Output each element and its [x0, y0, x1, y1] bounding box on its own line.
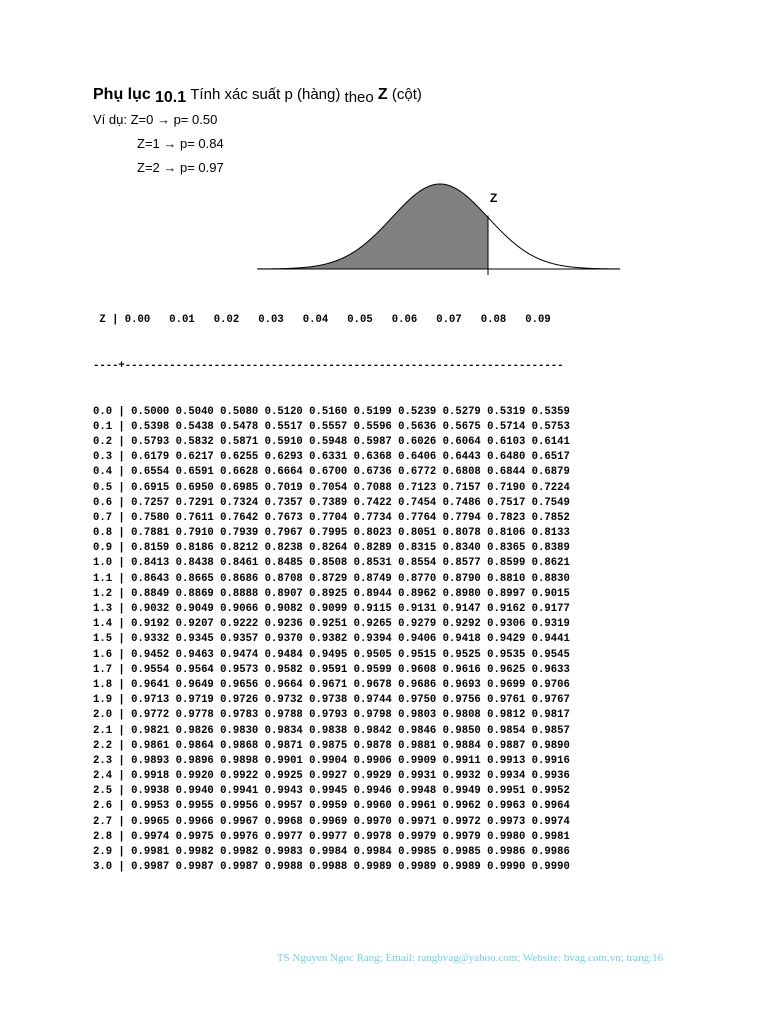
- table-row: 0.6 | 0.7257 0.7291 0.7324 0.7357 0.7389 0.7422 0.7454 0.7486 0.7517 0.7549: [93, 496, 570, 509]
- table-row: 1.2 | 0.8849 0.8869 0.8888 0.8907 0.8925 0.8944 0.8962 0.8980 0.8997 0.9015: [93, 587, 570, 600]
- table-row: 1.0 | 0.8413 0.8438 0.8461 0.8485 0.8508 0.8531 0.8554 0.8577 0.8599 0.8621: [93, 557, 570, 570]
- table-row: 2.0 | 0.9772 0.9778 0.9783 0.9788 0.9793 0.9798 0.9803 0.9808 0.9812 0.9817: [93, 709, 570, 722]
- table-row: 1.3 | 0.9032 0.9049 0.9066 0.9082 0.9099 0.9115 0.9131 0.9147 0.9162 0.9177: [93, 603, 570, 616]
- table-row: 1.8 | 0.9641 0.9649 0.9656 0.9664 0.9671 0.9678 0.9686 0.9693 0.9699 0.9706: [93, 678, 570, 691]
- table-row: 0.7 | 0.7580 0.7611 0.7642 0.7673 0.7704 0.7734 0.7764 0.7794 0.7823 0.7852: [93, 511, 570, 524]
- table-row: 2.8 | 0.9974 0.9975 0.9976 0.9977 0.9977 0.9978 0.9979 0.9979 0.9980 0.9981: [93, 830, 570, 843]
- table-row: 2.5 | 0.9938 0.9940 0.9941 0.9943 0.9945 0.9946 0.9948 0.9949 0.9951 0.9952: [93, 785, 570, 798]
- page-title: [93, 86, 422, 104]
- table-row: 2.3 | 0.9893 0.9896 0.9898 0.9901 0.9904 0.9906 0.9909 0.9911 0.9913 0.9916: [93, 754, 570, 767]
- title-part-5: Z: [377, 86, 388, 103]
- table-row: 0.3 | 0.6179 0.6217 0.6255 0.6293 0.6331 0.6368 0.6406 0.6443 0.6480 0.6517: [93, 451, 570, 464]
- normal-curve-diagram: [255, 180, 635, 280]
- table-row: 2.2 | 0.9861 0.9864 0.9868 0.9871 0.9875 0.9878 0.9881 0.9884 0.9887 0.9890: [93, 739, 570, 752]
- z-table: [93, 283, 570, 891]
- table-row: 0.9 | 0.8159 0.8186 0.8212 0.8238 0.8264 0.8289 0.8315 0.8340 0.8365 0.8389: [93, 542, 570, 555]
- table-row: 0.4 | 0.6554 0.6591 0.6628 0.6664 0.6700 0.6736 0.6772 0.6808 0.6844 0.6879: [93, 466, 570, 479]
- table-row: 2.1 | 0.9821 0.9826 0.9830 0.9834 0.9838 0.9842 0.9846 0.9850 0.9854 0.9857: [93, 724, 570, 737]
- table-row: 2.9 | 0.9981 0.9982 0.9982 0.9983 0.9984 0.9984 0.9985 0.9985 0.9986 0.9986: [93, 846, 570, 859]
- title-part-1: Phụ lục: [93, 86, 151, 103]
- table-row: 1.4 | 0.9192 0.9207 0.9222 0.9236 0.9251 0.9265 0.9279 0.9292 0.9306 0.9319: [93, 618, 570, 631]
- table-row: 0.5 | 0.6915 0.6950 0.6985 0.7019 0.7054 0.7088 0.7123 0.7157 0.7190 0.7224: [93, 481, 570, 494]
- table-row: 0.0 | 0.5000 0.5040 0.5080 0.5120 0.5160 0.5199 0.5239 0.5279 0.5319 0.5359: [93, 405, 570, 418]
- table-row: 0.2 | 0.5793 0.5832 0.5871 0.5910 0.5948 0.5987 0.6026 0.6064 0.6103 0.6141: [93, 435, 570, 448]
- title-part-3: Tính xác suất p (hàng): [190, 86, 341, 103]
- table-separator: ----+---------------------------------------------------------------------: [93, 360, 564, 372]
- shaded-area: [257, 184, 488, 269]
- table-row: 3.0 | 0.9987 0.9987 0.9987 0.9988 0.9988 0.9989 0.9989 0.9989 0.9990 0.9990: [93, 861, 570, 874]
- title-part-4: theo: [344, 89, 374, 106]
- table-row: 0.1 | 0.5398 0.5438 0.5478 0.5517 0.5557 0.5596 0.5636 0.5675 0.5714 0.5753: [93, 420, 570, 433]
- table-row: 1.5 | 0.9332 0.9345 0.9357 0.9370 0.9382 0.9394 0.9406 0.9418 0.9429 0.9441: [93, 633, 570, 646]
- footer: TS Nguyen Ngoc Rang; Email: rangbvag@yahoo.com; Website: bvag.com.vn; trang:16: [276, 952, 664, 964]
- example-line-2: Z=1 → p= 0.84: [137, 136, 224, 151]
- table-row: 2.4 | 0.9918 0.9920 0.9922 0.9925 0.9927 0.9929 0.9931 0.9932 0.9934 0.9936: [93, 770, 570, 783]
- table-row: 1.6 | 0.9452 0.9463 0.9474 0.9484 0.9495 0.9505 0.9515 0.9525 0.9535 0.9545: [93, 648, 570, 661]
- table-row: 0.8 | 0.7881 0.7910 0.7939 0.7967 0.7995 0.8023 0.8051 0.8078 0.8106 0.8133: [93, 527, 570, 540]
- title-part-2: 10.1: [154, 89, 187, 106]
- example-line-3: Z=2 → p= 0.97: [137, 160, 224, 175]
- table-row: 1.9 | 0.9713 0.9719 0.9726 0.9732 0.9738 0.9744 0.9750 0.9756 0.9761 0.9767: [93, 694, 570, 707]
- table-row: 2.7 | 0.9965 0.9966 0.9967 0.9968 0.9969 0.9970 0.9971 0.9972 0.9973 0.9974: [93, 815, 570, 828]
- title-part-6: (cột): [391, 86, 422, 103]
- table-row: 2.6 | 0.9953 0.9955 0.9956 0.9957 0.9959 0.9960 0.9961 0.9962 0.9963 0.9964: [93, 800, 570, 813]
- table-row: 1.1 | 0.8643 0.8665 0.8686 0.8708 0.8729 0.8749 0.8770 0.8790 0.8810 0.8830: [93, 572, 570, 585]
- z-marker-label: Z: [490, 191, 498, 205]
- table-row: 1.7 | 0.9554 0.9564 0.9573 0.9582 0.9591 0.9599 0.9608 0.9616 0.9625 0.9633: [93, 663, 570, 676]
- table-body: [93, 405, 570, 876]
- example-line-1: Ví dụ: Z=0 → p= 0.50: [93, 112, 218, 127]
- table-header: Z | 0.00 0.01 0.02 0.03 0.04 0.05 0.06 0.07 0.08 0.09: [93, 314, 551, 327]
